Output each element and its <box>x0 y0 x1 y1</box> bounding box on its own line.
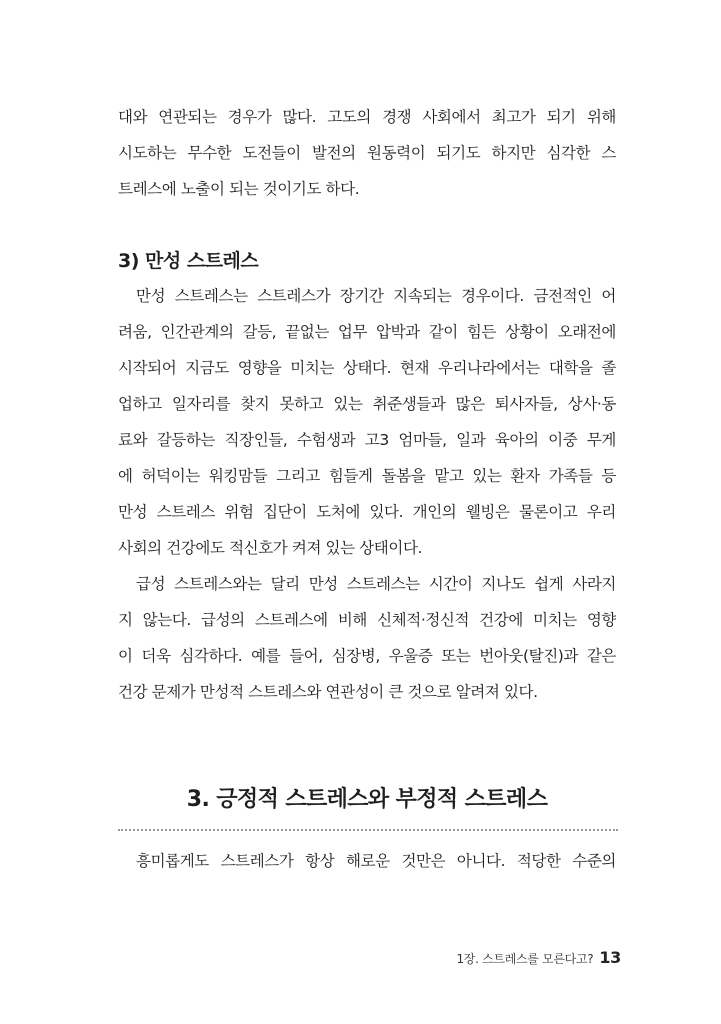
section-title: 3. 긍정적 스트레스와 부정적 스트레스 <box>186 787 548 812</box>
paragraph-line: 흥미롭게도 스트레스가 항상 해로운 것만은 아니다. 적당한 수준의 <box>136 852 616 870</box>
paragraph-line: 급성 스트레스와는 달리 만성 스트레스는 시간이 지나도 쉽게 사라지 <box>136 575 616 593</box>
paragraph-line: 지 않는다. 급성의 스트레스에 비해 신체적·정신적 건강에 미치는 영향 <box>118 611 616 629</box>
paragraph-line: 만성 스트레스는 스트레스가 장기간 지속되는 경우이다. 금전적인 어 <box>136 287 616 305</box>
intro-paragraph <box>118 99 616 207</box>
paragraph-line: 업하고 일자리를 찾지 못하고 있는 취준생들과 많은 퇴사자들, 상사·동 <box>118 395 616 413</box>
section-paragraph <box>118 843 616 879</box>
chapter-label: 1장. 스트레스를 모른다고? <box>456 952 594 966</box>
paragraph-line: 에 허덕이는 워킹맘들 그리고 힘들게 돌봄을 맡고 있는 환자 가족들 등 <box>118 467 616 485</box>
chronic-paragraph-1 <box>118 278 616 566</box>
paragraph-line: 트레스에 노출이 되는 것이기도 하다. <box>118 180 360 198</box>
paragraph-line: 대와 연관되는 경우가 많다. 고도의 경쟁 사회에서 최고가 되기 위해 <box>118 108 616 126</box>
paragraph-line: 만성 스트레스 위험 집단이 도처에 있다. 개인의 웰빙은 물론이고 우리 <box>118 503 616 521</box>
paragraph-line: 사회의 건강에도 적신호가 켜져 있는 상태이다. <box>118 539 423 557</box>
chronic-paragraph-2 <box>118 566 616 710</box>
paragraph-line: 시도하는 무수한 도전들이 발전의 원동력이 되기도 하지만 심각한 스 <box>118 144 616 162</box>
paragraph-line: 건강 문제가 만성적 스트레스와 연관성이 큰 것으로 알려져 있다. <box>118 683 538 701</box>
subheading-chronic-stress: 3) 만성 스트레스 <box>118 250 259 272</box>
paragraph-line: 시작되어 지금도 영향을 미치는 상태다. 현재 우리나라에서는 대학을 졸 <box>118 359 616 377</box>
page-number: 13 <box>599 948 621 967</box>
paragraph-line: 이 더욱 심각하다. 예를 들어, 심장병, 우울증 또는 번아웃(탈진)과 같은 <box>118 647 616 665</box>
paragraph-line: 려움, 인간관계의 갈등, 끝없는 업무 압박과 같이 힘든 상황이 오래전에 <box>118 323 616 341</box>
page-footer <box>456 948 621 967</box>
dotted-divider <box>118 829 618 831</box>
paragraph-line: 료와 갈등하는 직장인들, 수험생과 고3 엄마들, 일과 육아의 이중 무게 <box>118 431 616 449</box>
